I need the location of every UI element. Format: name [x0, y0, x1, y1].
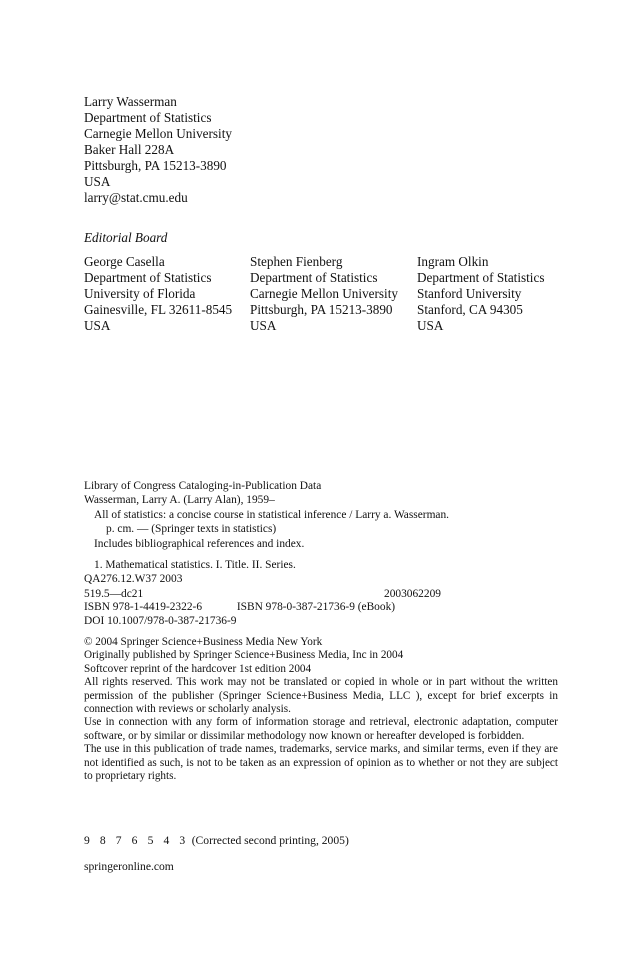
board-member-department: Department of Statistics — [84, 270, 212, 285]
softcover-line: Softcover reprint of the hardcover 1st edition 2004 — [84, 662, 312, 675]
original-publication-line: Originally published by Springer Science+Business Media, Inc in 2004 — [84, 649, 404, 662]
board-member-country: USA — [250, 318, 277, 333]
cip-subjects: 1. Mathematical statistics. I. Title. II. Series. — [94, 559, 296, 572]
isbn-print: ISBN 978-1-4419-2322-6 — [84, 601, 203, 613]
cip-notes: Includes bibliographical references and index. — [94, 537, 305, 550]
cip-call-number: QA276.12.W37 2003 — [84, 573, 183, 586]
cip-physical: p. cm. — (Springer texts in statistics) — [106, 523, 277, 536]
copyright-line: © 2004 Springer Science+Business Media New York — [84, 636, 323, 648]
board-member-university: Stanford University — [417, 286, 522, 301]
board-member-name: Ingram Olkin — [417, 254, 489, 269]
cip-title: All of statistics: a concise course in statistical inference / Larry a. Wasserman. — [94, 508, 450, 521]
board-member — [417, 254, 544, 334]
printing-numbers: 9 8 7 6 5 4 3 — [84, 834, 189, 847]
printing-note: (Corrected second printing, 2005) — [191, 834, 349, 847]
identifiers — [84, 600, 395, 629]
cip-author: Wasserman, Larry A. (Larry Alan), 1959– — [84, 494, 275, 507]
trademarks-paragraph: The use in this publication of trade names, trademarks, service marks, and similar terms, even if they are not identified as such, is not to be taken as an expression of opinion as to whether or not they are subject to proprietary rights. — [84, 743, 558, 783]
board-member-city: Pittsburgh, PA 15213-3890 — [250, 302, 393, 317]
author-university: Carnegie Mellon University — [84, 126, 232, 141]
cip-dewey: 519.5—dc21 — [84, 587, 144, 600]
printing-line — [84, 834, 349, 847]
board-member-department: Department of Statistics — [250, 270, 378, 285]
author-email: larry@stat.cmu.edu — [84, 190, 188, 205]
use-paragraph: Use in connection with any form of information storage and retrieval, electronic adaptation, computer software, or by similar or dissimilar methodology now known or hereafter developed is forbidden. — [84, 716, 558, 742]
board-member-city: Stanford, CA 94305 — [417, 302, 523, 317]
isbn-ebook: ISBN 978-0-387-21736-9 (eBook) — [236, 601, 396, 613]
rights-reserved-paragraph: All rights reserved. This work may not be translated or copied in whole or in part without the written permission of the publisher (Springer Science+Business Media, LLC ), except for brief excerpts in connection with reviews or scholarly analysis. — [84, 676, 558, 716]
editorial-board-heading: Editorial Board — [84, 230, 168, 245]
board-member — [84, 254, 232, 334]
board-member-university: Carnegie Mellon University — [250, 286, 398, 301]
author-address — [84, 94, 232, 206]
publisher-website: springeronline.com — [84, 860, 174, 873]
rights-block — [84, 636, 558, 783]
author-department: Department of Statistics — [84, 110, 212, 125]
board-member-country: USA — [417, 318, 444, 333]
board-member-name: Stephen Fienberg — [250, 254, 343, 269]
board-member — [250, 254, 398, 334]
cip-heading: Library of Congress Cataloging-in-Publication Data — [84, 480, 322, 492]
board-member-city: Gainesville, FL 32611-8545 — [84, 302, 233, 317]
cip-data-block — [84, 479, 564, 601]
cip-lccn: 2003062209 — [384, 587, 441, 600]
board-member-country: USA — [84, 318, 111, 333]
board-member-department: Department of Statistics — [417, 270, 545, 285]
author-city: Pittsburgh, PA 15213-3890 — [84, 158, 227, 173]
board-member-name: George Casella — [84, 254, 165, 269]
doi: DOI 10.1007/978-0-387-21736-9 — [84, 615, 237, 628]
author-country: USA — [84, 174, 111, 189]
board-member-university: University of Florida — [84, 286, 196, 301]
author-office: Baker Hall 228A — [84, 142, 175, 157]
author-name: Larry Wasserman — [84, 94, 177, 109]
